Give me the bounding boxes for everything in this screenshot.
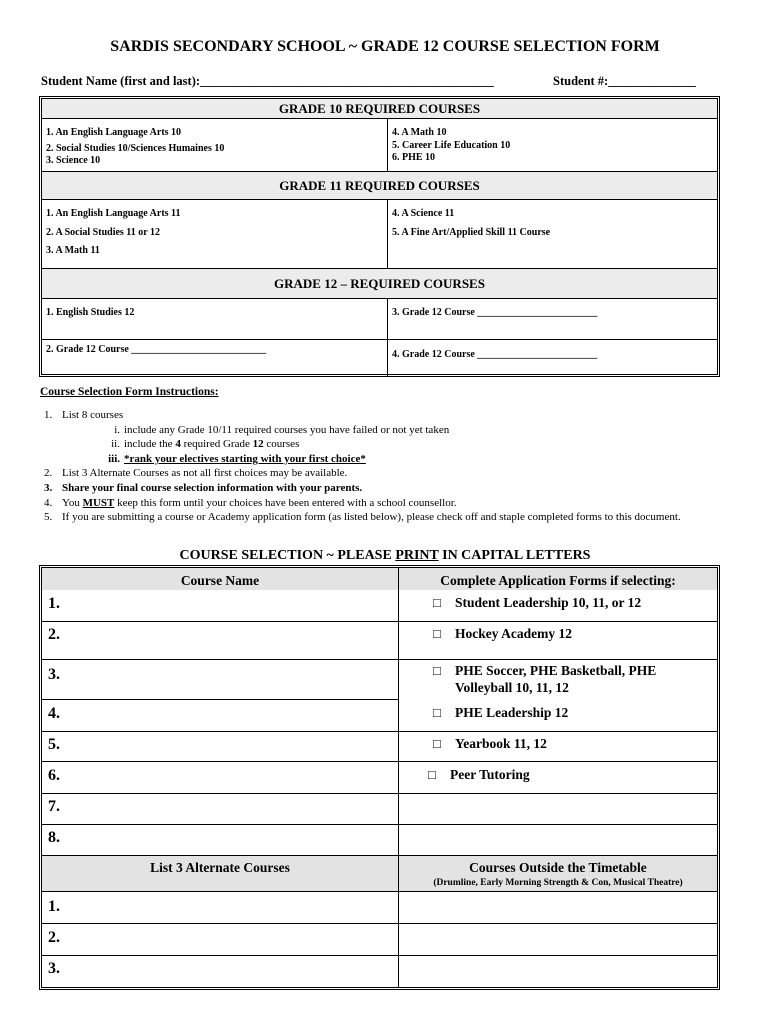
alternate-row-1[interactable]: 1. — [48, 898, 60, 915]
course-row-4[interactable]: 4. — [48, 705, 60, 722]
grade12-course-1: 1. English Studies 12 — [46, 307, 135, 318]
grade12-course-4[interactable]: 4. Grade 12 Course ________________________ — [392, 349, 598, 360]
list-number: 5. — [44, 511, 53, 524]
student-name-label: Student Name (first and last): — [41, 74, 201, 88]
grade12-course-2[interactable]: 2. Grade 12 Course ___________________________ — [46, 344, 267, 355]
course-row-1[interactable]: 1. — [48, 595, 60, 612]
course-row-5[interactable]: 5. — [48, 736, 60, 753]
grade11-course: 2. A Social Studies 11 or 12 — [46, 226, 161, 238]
checkbox[interactable]: □ — [433, 705, 441, 720]
course-row-3[interactable]: 3. — [48, 666, 60, 683]
grade10-course: 1. An English Language Arts 10 — [46, 127, 182, 138]
grade10-heading: GRADE 10 REQUIRED COURSES — [42, 99, 717, 119]
instruction-2: List 3 Alternate Courses as not all first choices may be available. — [62, 467, 348, 480]
grade12-course-3[interactable]: 3. Grade 12 Course ________________________ — [392, 307, 598, 318]
student-info-line — [41, 74, 696, 89]
list-number: 1. — [44, 409, 53, 421]
instruction-3: Share your final course selection information with your parents. — [62, 481, 363, 494]
checkbox[interactable]: □ — [433, 663, 441, 678]
grade10-course: 3. Science 10 — [46, 155, 101, 166]
option-student-leadership[interactable]: □ Student Leadership 10, 11, or 12 — [433, 595, 642, 610]
course-name-header: Course Name — [180, 573, 260, 588]
checkbox[interactable]: □ — [433, 736, 441, 751]
option-phe-sports[interactable]: □ PHE Soccer, PHE Basketball, PHE Volleyball 10, 11, 12 — [433, 663, 657, 695]
form-title: SARDIS SECONDARY SCHOOL ~ GRADE 12 COURSE SELECTION FORM — [110, 38, 660, 55]
required-courses-table — [39, 96, 720, 377]
student-number-label: Student #: — [553, 74, 609, 88]
course-row-7[interactable]: 7. — [48, 798, 60, 815]
instruction-5: If you are submitting a course or Academy application form (as listed below), please check off and staple completed forms to this document. — [62, 511, 681, 524]
list-number: i. — [114, 423, 120, 436]
grade11-course: 5. A Fine Art/Applied Skill 11 Course — [392, 226, 551, 238]
grade11-right-list — [392, 208, 550, 239]
instruction-1-iii: *rank your electives starting with your first choice* — [124, 452, 366, 465]
instruction-1: List 8 courses — [62, 409, 124, 421]
option-phe-leadership[interactable]: □ PHE Leadership 12 — [433, 705, 569, 720]
course-selection-title: COURSE SELECTION ~ PLEASE PRINT IN CAPITAL LETTERS — [179, 548, 591, 563]
grade10-course: 2. Social Studies 10/Sciences Humaines 10 — [46, 142, 225, 154]
grade11-course: 1. An English Language Arts 11 — [46, 208, 181, 219]
course-row-6[interactable]: 6. — [48, 767, 60, 784]
grade10-right-list — [392, 127, 510, 165]
application-forms-header: Complete Application Forms if selecting: — [440, 573, 676, 588]
course-row-8[interactable]: 8. — [48, 829, 60, 846]
course-selection-table — [39, 565, 720, 990]
grade12-heading: GRADE 12 – REQUIRED COURSES — [42, 269, 717, 299]
instructions-heading: Course Selection Form Instructions: — [40, 386, 219, 398]
grade11-heading: GRADE 11 REQUIRED COURSES — [42, 172, 717, 200]
grade11-course: 4. A Science 11 — [392, 208, 455, 219]
list-number: iii. — [108, 452, 120, 465]
course-row-2[interactable]: 2. — [48, 626, 60, 643]
list-number: 4. — [44, 496, 53, 509]
list-number: 2. — [44, 467, 53, 480]
grade10-left-list — [46, 127, 224, 168]
instructions-list — [44, 408, 734, 525]
checkbox[interactable]: □ — [433, 626, 441, 641]
option-hockey-academy[interactable]: □ Hockey Academy 12 — [433, 626, 572, 641]
outside-timetable-subheader: (Drumline, Early Morning Strength & Con, Musical Theatre) — [433, 878, 683, 888]
alternate-row-2[interactable]: 2. — [48, 929, 60, 946]
checkbox[interactable]: □ — [428, 767, 436, 782]
grade10-course: 5. Career Life Education 10 — [392, 139, 511, 151]
outside-timetable-header: Courses Outside the Timetable — [469, 860, 647, 875]
alternate-row-3[interactable]: 3. — [48, 960, 60, 977]
grade10-course: 6. PHE 10 — [392, 152, 436, 163]
grade10-course: 4. A Math 10 — [392, 127, 447, 138]
grade11-course: 3. A Math 11 — [46, 245, 100, 256]
list-number: ii. — [111, 438, 120, 451]
grade11-left-list — [46, 208, 180, 258]
alternates-header: List 3 Alternate Courses — [150, 860, 290, 875]
option-peer-tutoring[interactable]: □ Peer Tutoring — [428, 767, 530, 782]
student-number-field[interactable]: ______________ — [608, 74, 696, 88]
checkbox[interactable]: □ — [433, 595, 441, 610]
option-yearbook[interactable]: □ Yearbook 11, 12 — [433, 736, 547, 751]
instruction-1-i: include any Grade 10/11 required courses you have failed or not yet taken — [124, 423, 450, 436]
list-number: 3. — [44, 481, 53, 494]
instruction-1-ii: include the 4 required Grade 12 courses — [124, 438, 300, 451]
instruction-4: You MUST keep this form until your choices have been entered with a school counsellor. — [62, 496, 457, 509]
student-name-field[interactable]: _______________________________________________ — [200, 74, 494, 88]
